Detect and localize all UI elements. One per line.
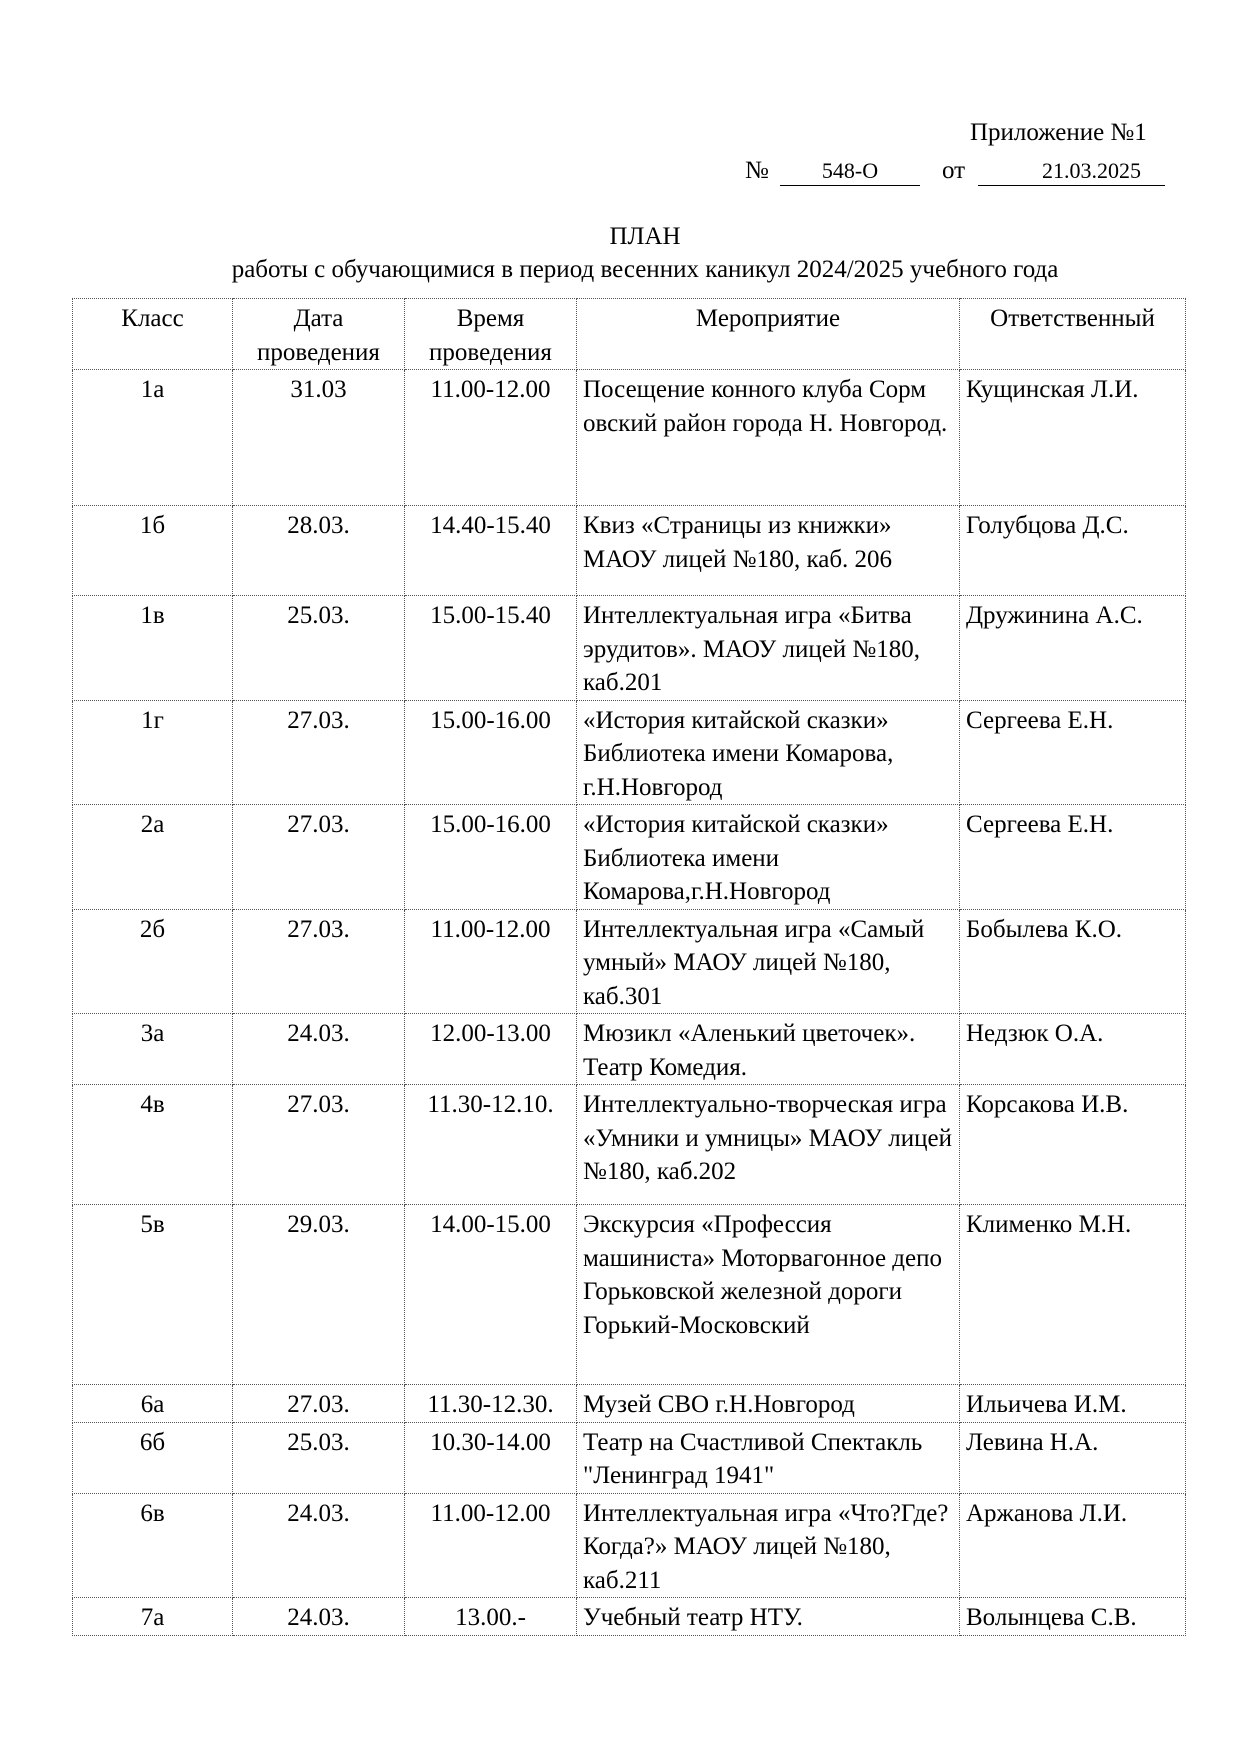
cell-date: 25.03. xyxy=(233,596,405,701)
cell-responsible: Недзюк О.А. xyxy=(960,1014,1186,1085)
cell-date: 31.03 xyxy=(233,370,405,506)
cell-date: 24.03. xyxy=(233,1493,405,1598)
cell-time: 15.00-16.00 xyxy=(405,700,577,805)
cell-class: 4в xyxy=(73,1085,233,1205)
cell-class: 5в xyxy=(73,1205,233,1385)
column-header-responsible: Ответственный xyxy=(960,299,1186,370)
cell-event: Мюзикл «Аленький цветочек». Театр Комедия. xyxy=(577,1014,960,1085)
cell-date: 25.03. xyxy=(233,1422,405,1493)
table-row xyxy=(73,1422,1186,1493)
cell-date: 27.03. xyxy=(233,909,405,1014)
cell-responsible: Голубцова Д.С. xyxy=(960,506,1186,596)
cell-date: 27.03. xyxy=(233,700,405,805)
cell-responsible: Дружинина А.С. xyxy=(960,596,1186,701)
cell-time: 14.40-15.40 xyxy=(405,506,577,596)
table-row xyxy=(73,1493,1186,1598)
cell-class: 6б xyxy=(73,1422,233,1493)
cell-event: Учебный театр НТУ. xyxy=(577,1598,960,1636)
cell-time: 11.00-12.00 xyxy=(405,1493,577,1598)
plan-table xyxy=(72,298,1186,1636)
document-title: ПЛАН xyxy=(609,223,681,250)
cell-class: 1в xyxy=(73,596,233,701)
cell-responsible: Волынцева С.В. xyxy=(960,1598,1186,1636)
table-row xyxy=(73,805,1186,910)
order-date: 21.03.2025 xyxy=(978,157,1165,186)
order-number-line xyxy=(745,153,1175,189)
cell-class: 2а xyxy=(73,805,233,910)
table-row xyxy=(73,1085,1186,1205)
table-row xyxy=(73,1205,1186,1385)
cell-time: 15.00-15.40 xyxy=(405,596,577,701)
column-header-class: Класс xyxy=(73,299,233,370)
cell-event: Интеллектуальная игра «Самый умный» МАОУ лицей №180, каб.301 xyxy=(577,909,960,1014)
table-row xyxy=(73,1385,1186,1423)
cell-event: Посещение конного клуба Сорм овский район города Н. Новгород. xyxy=(577,370,960,506)
cell-event: «История китайской сказки» Библиотека имени Комарова, г.Н.Новгород xyxy=(577,700,960,805)
column-header-time: Время проведения xyxy=(405,299,577,370)
cell-time: 15.00-16.00 xyxy=(405,805,577,910)
order-number: 548-О xyxy=(780,157,920,186)
column-header-date: Дата проведения xyxy=(233,299,405,370)
cell-class: 1а xyxy=(73,370,233,506)
cell-time: 11.00-12.00 xyxy=(405,370,577,506)
cell-event: «История китайской сказки» Библиотека имени Комарова,г.Н.Новгород xyxy=(577,805,960,910)
cell-class: 6в xyxy=(73,1493,233,1598)
cell-responsible: Сергеева Е.Н. xyxy=(960,805,1186,910)
column-header-event: Мероприятие xyxy=(577,299,960,370)
cell-event: Квиз «Страницы из книжки» МАОУ лицей №180, каб. 206 xyxy=(577,506,960,596)
cell-responsible: Ильичева И.М. xyxy=(960,1385,1186,1423)
table-row xyxy=(73,700,1186,805)
cell-event: Театр на Счастливой Спектакль "Ленинград 1941" xyxy=(577,1422,960,1493)
document-subtitle: работы с обучающимися в период весенних каникул 2024/2025 учебного года xyxy=(231,256,1059,283)
cell-responsible: Сергеева Е.Н. xyxy=(960,700,1186,805)
appendix-label: Приложение №1 xyxy=(970,119,1147,146)
cell-date: 24.03. xyxy=(233,1598,405,1636)
cell-responsible: Левина Н.А. xyxy=(960,1422,1186,1493)
cell-date: 27.03. xyxy=(233,805,405,910)
cell-event: Интеллектуально-творческая игра «Умники и умницы» МАОУ лицей №180, каб.202 xyxy=(577,1085,960,1205)
table-row xyxy=(73,370,1186,506)
cell-class: 3а xyxy=(73,1014,233,1085)
cell-time: 11.00-12.00 xyxy=(405,909,577,1014)
cell-time: 14.00-15.00 xyxy=(405,1205,577,1385)
table-row xyxy=(73,1598,1186,1636)
cell-responsible: Кущинская Л.И. xyxy=(960,370,1186,506)
cell-time: 11.30-12.30. xyxy=(405,1385,577,1423)
cell-responsible: Бобылева К.О. xyxy=(960,909,1186,1014)
table-header-row xyxy=(73,299,1186,370)
number-symbol: № xyxy=(745,157,769,184)
cell-class: 1б xyxy=(73,506,233,596)
table-row xyxy=(73,596,1186,701)
cell-date: 27.03. xyxy=(233,1085,405,1205)
cell-responsible: Аржанова Л.И. xyxy=(960,1493,1186,1598)
from-label: от xyxy=(942,157,966,184)
cell-date: 28.03. xyxy=(233,506,405,596)
cell-class: 1г xyxy=(73,700,233,805)
cell-time: 11.30-12.10. xyxy=(405,1085,577,1205)
cell-time: 12.00-13.00 xyxy=(405,1014,577,1085)
cell-class: 2б xyxy=(73,909,233,1014)
cell-class: 6а xyxy=(73,1385,233,1423)
cell-class: 7а xyxy=(73,1598,233,1636)
cell-date: 29.03. xyxy=(233,1205,405,1385)
cell-date: 27.03. xyxy=(233,1385,405,1423)
cell-responsible: Корсакова И.В. xyxy=(960,1085,1186,1205)
cell-time: 10.30-14.00 xyxy=(405,1422,577,1493)
cell-event: Экскурсия «Профессия машиниста» Моторвагонное депо Горьковской железной дороги Горький-Московский xyxy=(577,1205,960,1385)
cell-event: Интеллектуальная игра «Битва эрудитов». МАОУ лицей №180, каб.201 xyxy=(577,596,960,701)
cell-time: 13.00.- xyxy=(405,1598,577,1636)
table-row xyxy=(73,909,1186,1014)
table-row xyxy=(73,1014,1186,1085)
cell-event: Музей СВО г.Н.Новгород xyxy=(577,1385,960,1423)
cell-responsible: Клименко М.Н. xyxy=(960,1205,1186,1385)
cell-date: 24.03. xyxy=(233,1014,405,1085)
cell-event: Интеллектуальная игра «Что?Где?Когда?» МАОУ лицей №180, каб.211 xyxy=(577,1493,960,1598)
table-row xyxy=(73,506,1186,596)
